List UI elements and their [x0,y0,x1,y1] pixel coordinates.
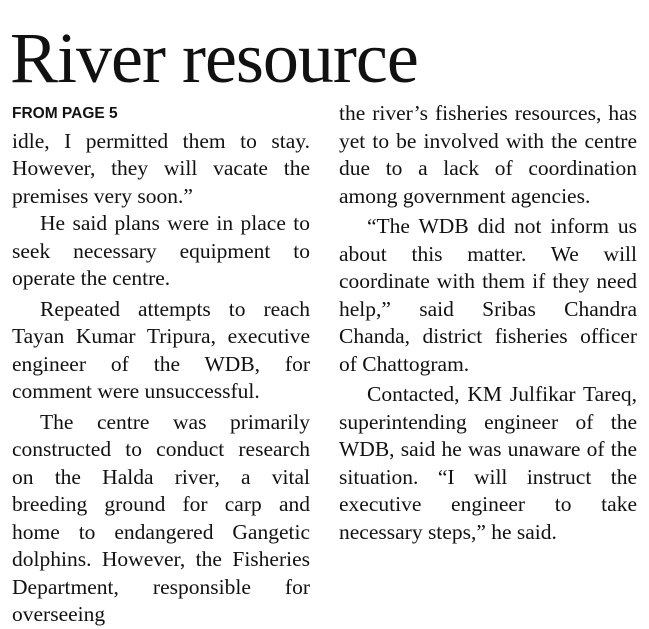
paragraph-quote-wdb: “The WDB did not inform us about this matter. We will coordinate with them if they need help,” said Sribas Chandra Chanda, district fisheries officer of Chattogram. [339,214,637,376]
paragraph-centre: The centre was primarily constructed to conduct research on the Halda river, a vital breeding ground for carp and home to endangered Gangetic dolphins. However, the Fisheries Department, responsible for overseeing [12,409,310,626]
paragraph-plans: He said plans were in place to seek necessary equipment to operate the centre. [12,211,310,290]
continuation-kicker: FROM PAGE 5 [12,105,118,122]
article-column-left [12,100,310,629]
paragraph-continued: idle, I permitted them to stay. However, they will vacate the premises very soon.” [12,128,310,208]
paragraph-attempts: Repeated attempts to reach Tayan Kumar Tripura, executive engineer of the WDB, for comment were unsuccessful. [12,296,310,403]
headline: River resource [10,18,418,98]
article-column-right [339,100,637,546]
paragraph-contacted: Contacted, KM Julfikar Tareq, superintending engineer of the WDB, said he was unaware of the situation. “I will instruct the executive engineer to take necessary steps,” he said. [339,382,637,544]
paragraph-fisheries: the river’s fisheries resources, has yet to be involved with the centre due to a lack of coordination among government agencies. [339,101,637,208]
